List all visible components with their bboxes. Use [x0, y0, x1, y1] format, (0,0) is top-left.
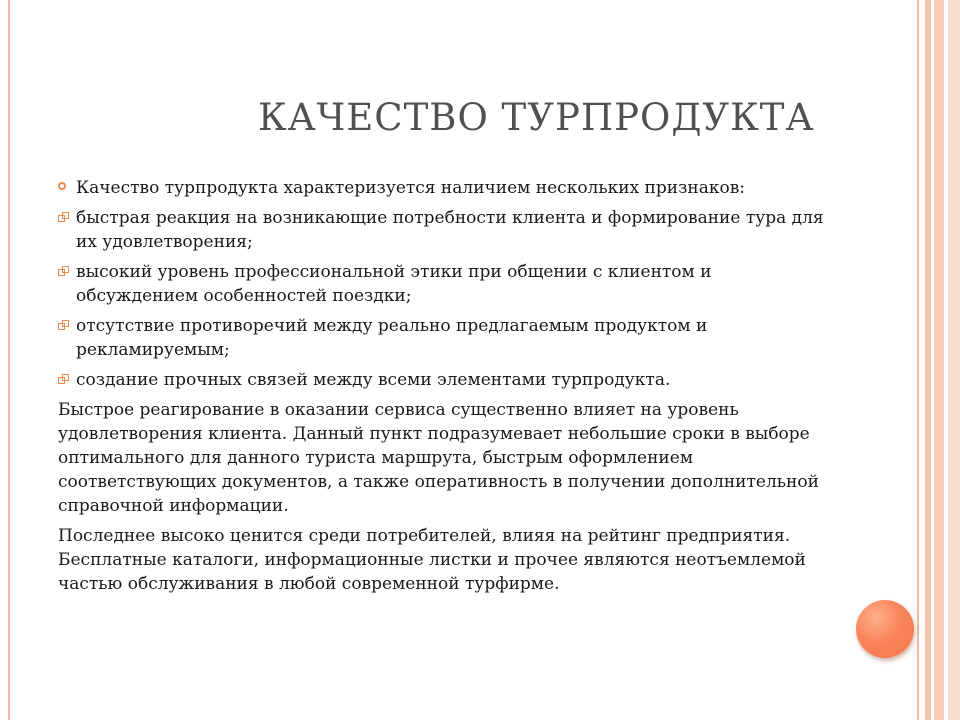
- frame-right-stripe: [917, 0, 919, 720]
- sub-bullet-text: отсутствие противоречий между реально предлагаемым продуктом и рекламируемым;: [76, 316, 708, 360]
- square-bullet-icon: [58, 266, 70, 277]
- body-paragraph: Быстрое реагирование в оказании сервиса существенно влияет на уровень удовлетворения клиента. Данный пункт подразумевает небольшие сроки в выборе оптимального для данного туриста маршрута, быстрым оформлением соответствующих документов, а также оперативность в получении дополнительной справочной информации.: [58, 400, 819, 516]
- sub-bullet-text: высокий уровень профессиональной этики при общении с клиентом и обсуждением особенностей поездки;: [76, 262, 712, 306]
- square-bullet-icon: [58, 374, 70, 385]
- circle-bullet-icon: [58, 182, 66, 190]
- sub-bullet: [58, 260, 828, 308]
- sub-bullet-text: создание прочных связей между всеми элементами турпродукта.: [76, 370, 671, 390]
- square-bullet-icon: [58, 212, 70, 223]
- frame-right-stripe: [948, 0, 960, 720]
- intro-bullet: [58, 176, 828, 200]
- sub-bullet-text: быстрая реакция на возникающие потребности клиента и формирование тура для их удовлетворения;: [76, 208, 824, 252]
- slide-content: [58, 176, 828, 602]
- orange-sphere-decoration: [856, 600, 914, 658]
- body-paragraph: Последнее высоко ценится среди потребителей, влияя на рейтинг предприятия. Бесплатные каталоги, информационные листки и прочее являются неотъемлемой частью обслуживания в любой современной турфирме.: [58, 526, 806, 594]
- sub-bullet: [58, 206, 828, 254]
- intro-bullet-text: Качество турпродукта характеризуется наличием нескольких признаков:: [76, 178, 746, 198]
- sub-bullet: [58, 368, 828, 392]
- frame-right-stripe: [925, 0, 931, 720]
- sub-bullet: [58, 314, 828, 362]
- frame-left-line: [8, 0, 10, 720]
- square-bullet-icon: [58, 320, 70, 331]
- slide-title: КАЧЕСТВО ТУРПРОДУКТА: [258, 96, 815, 139]
- frame-right-stripe: [934, 0, 944, 720]
